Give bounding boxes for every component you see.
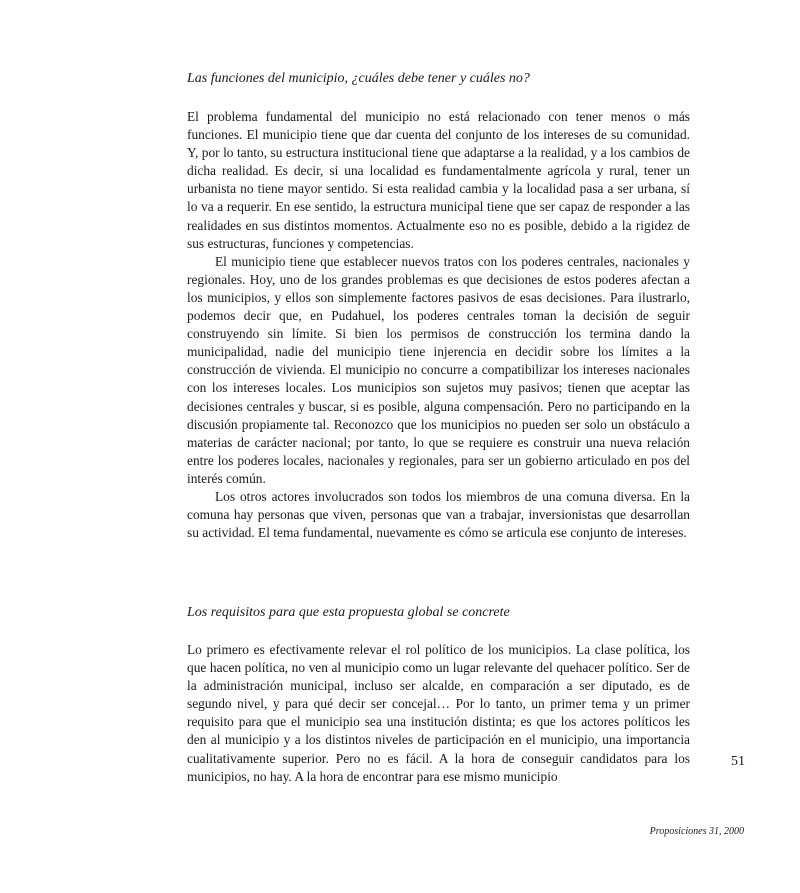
journal-footer: Proposiciones 31, 2000: [649, 826, 744, 837]
page-number: 51: [731, 754, 745, 769]
section-body-functions: [187, 108, 690, 542]
section-body-requirements: [187, 641, 690, 786]
paragraph: Lo primero es efectivamente relevar el rol político de los municipios. La clase política, los que hacen política, no ven al municipio como un lugar relevante del quehacer político. Ser de la administración municipal, incluso ser alcalde, en comparación a ser diputado, es de segundo nivel, y para qué decir ser concejal… Por lo tanto, un primer tema y un primer requisito para que el municipio sea una institución distinta; es que los actores políticos les den al municipio y a los distintos niveles de participación en el municipio, una importancia cualitativamente superior. Pero no es fácil. A la hora de conseguir candidatos para los municipios, no hay. A la hora de encontrar para ese mismo municipio: [187, 642, 690, 784]
paragraph: El municipio tiene que establecer nuevos tratos con los poderes centrales, nacionales y regionales. Hoy, uno de los grandes problemas es que decisiones de estos poderes afectan a los municipios, y ellos son simplemente factores pasivos de esas decisiones. Para ilustrarlo, podemos decir que, en Pudahuel, los poderes centrales toman la decisión de seguir construyendo sin límite. Si bien los permisos de construcción los termina dando la municipalidad, nadie del municipio tiene injerencia en decidir sobre los límites a la construcción de vivienda. El municipio no concurre a compatibilizar los intereses nacionales con los intereses locales. Los municipios son sujetos muy pasivos; tienen que aceptar las decisiones centrales y buscar, si es posible, alguna compensación. Pero no participando en la discusión propiamente tal. Reconozco que los municipios no pueden ser solo un obstáculo a materias de carácter nacional; por tanto, lo que se requiere es construir una nueva relación entre los poderes locales, nacionales y regionales, para ser un gobierno articulado en pos del interés común.: [187, 253, 690, 486]
paragraph: El problema fundamental del municipio no está relacionado con tener menos o más funciones. El municipio tiene que dar cuenta del conjunto de los intereses de su comunidad. Y, por lo tanto, su estructura institucional tiene que adaptarse a la realidad, y a los cambios de dicha realidad. Es decir, si una localidad es fundamentalmente agrícola y rural, tener un urbanista no tiene mayor sentido. Si esta realidad cambia y la localidad pasa a ser urbana, sí lo va a requerir. En ese sentido, la estructura municipal tiene que ser capaz de responder a las realidades en sus distintos momentos. Actualmente eso no es posible, debido a la rigidez de sus estructuras, funciones y competencias.: [187, 109, 690, 251]
section-heading-functions: Las funciones del municipio, ¿cuáles debe tener y cuáles no?: [187, 71, 530, 86]
paragraph: Los otros actores involucrados son todos los miembros de una comuna diversa. En la comuna hay personas que viven, personas que van a trabajar, inversionistas que desarrollan su actividad. El tema fundamental, nuevamente es cómo se articula ese conjunto de intereses.: [187, 488, 690, 541]
section-heading-requirements: Los requisitos para que esta propuesta global se concrete: [187, 605, 510, 620]
